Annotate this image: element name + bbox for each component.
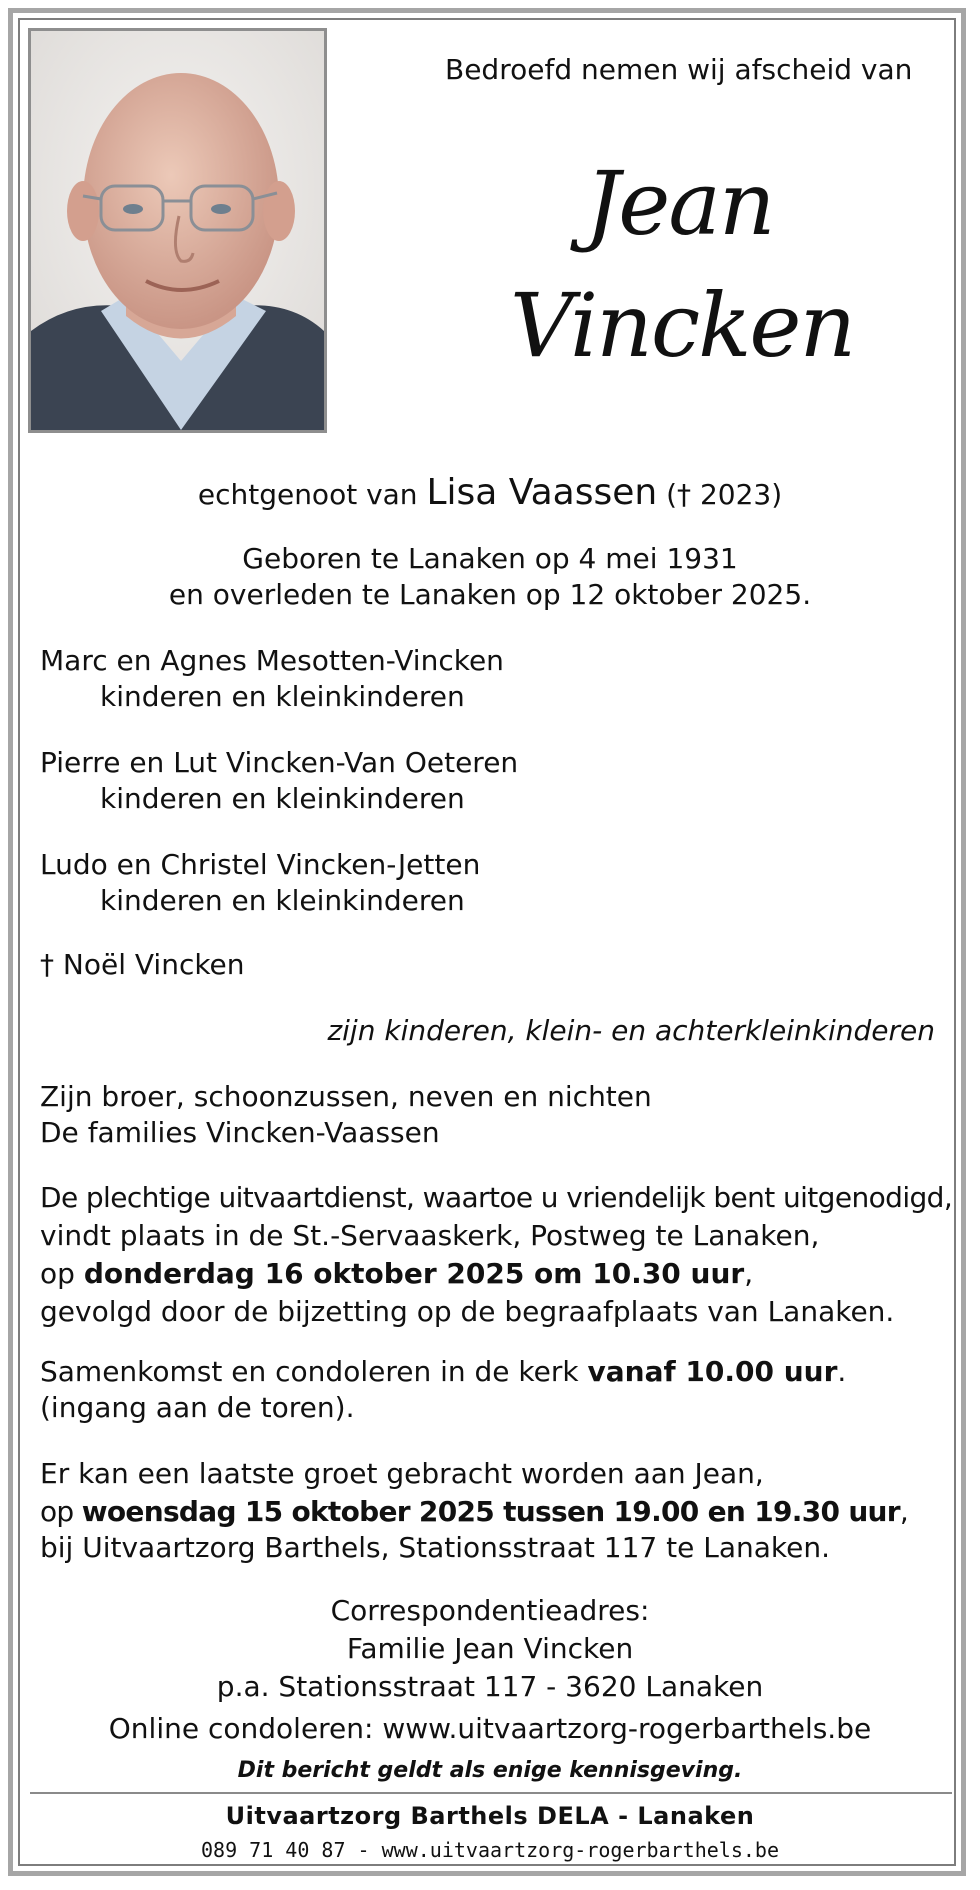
farewell-suffix: , bbox=[899, 1495, 909, 1528]
farewell-line-3: bij Uitvaartzorg Barthels, Stationsstraat 117 te Lanaken. bbox=[40, 1531, 830, 1564]
correspondence-address: p.a. Stationsstraat 117 - 3620 Lanaken bbox=[216, 1670, 764, 1703]
disclaimer: Dit bericht geldt als enige kennisgeving. bbox=[237, 1758, 743, 1783]
family-sub-2: kinderen en kleinkinderen bbox=[100, 782, 465, 815]
gathering-suffix: . bbox=[837, 1355, 847, 1388]
farewell-line-2 bbox=[40, 1494, 908, 1530]
relatives-line-1: Zijn broer, schoonzussen, neven en nichten bbox=[40, 1080, 652, 1113]
service-line-4: gevolgd door de bijzetting op de begraafplaats van Lanaken. bbox=[40, 1295, 895, 1328]
online-condolences: Online condoleren: www.uitvaartzorg-rogerbarthels.be bbox=[108, 1712, 872, 1745]
spouse-name: Lisa Vaassen bbox=[426, 472, 658, 513]
service-line-2: vindt plaats in de St.-Servaaskerk, Postweg te Lanaken, bbox=[40, 1219, 820, 1252]
farewell-prefix: op bbox=[40, 1495, 82, 1528]
correspondence-label: Correspondentieadres: bbox=[330, 1594, 650, 1627]
family-name-1: Marc en Agnes Mesotten-Vincken bbox=[40, 644, 504, 677]
family-name-3: Ludo en Christel Vincken-Jetten bbox=[40, 848, 481, 881]
service-prefix: op bbox=[40, 1257, 84, 1290]
relatives-line-2: De families Vincken-Vaassen bbox=[40, 1116, 440, 1149]
gathering-prefix: Samenkomst en condoleren in de kerk bbox=[40, 1355, 588, 1388]
died-line: en overleden te Lanaken op 12 oktober 2025. bbox=[168, 578, 812, 611]
service-suffix: , bbox=[744, 1257, 754, 1290]
family-sub-1: kinderen en kleinkinderen bbox=[100, 680, 465, 713]
service-line-3 bbox=[40, 1256, 753, 1292]
gathering-line-1 bbox=[40, 1354, 846, 1390]
spouse-line bbox=[30, 472, 950, 513]
last-name: Vincken bbox=[510, 274, 855, 377]
footer-divider bbox=[30, 1792, 952, 1794]
footer-company: Uitvaartzorg Barthels DELA - Lanaken bbox=[225, 1802, 755, 1830]
farewell-line-1: Er kan een laatste groet gebracht worden aan Jean, bbox=[40, 1457, 764, 1490]
family-name-2: Pierre en Lut Vincken-Van Oeteren bbox=[40, 746, 519, 779]
farewell-datetime: woensdag 15 oktober 2025 tussen 19.00 en 19.30 uur bbox=[81, 1495, 900, 1528]
intro-text: Bedroefd nemen wij afscheid van bbox=[445, 53, 913, 86]
spouse-prefix: echtgenoot van bbox=[197, 478, 418, 511]
gathering-time: vanaf 10.00 uur bbox=[587, 1355, 838, 1388]
footer-contact: 089 71 40 87 - www.uitvaartzorg-rogerbarthels.be bbox=[201, 1838, 779, 1862]
gathering-line-2: (ingang aan de toren). bbox=[40, 1391, 355, 1424]
spouse-death: († 2023) bbox=[666, 478, 783, 511]
family-sub-3: kinderen en kleinkinderen bbox=[100, 884, 465, 917]
portrait-photo bbox=[28, 28, 327, 433]
correspondence-name: Familie Jean Vincken bbox=[346, 1632, 634, 1665]
deceased-child: † Noël Vincken bbox=[40, 948, 245, 981]
born-line: Geboren te Lanaken op 4 mei 1931 bbox=[242, 542, 738, 575]
service-datetime: donderdag 16 oktober 2025 om 10.30 uur bbox=[83, 1257, 745, 1290]
first-name: Jean bbox=[585, 152, 774, 255]
service-line-1: De plechtige uitvaartdienst, waartoe u vriendelijk bent uitgenodigd, bbox=[40, 1181, 953, 1214]
grandchildren-line: zijn kinderen, klein- en achterkleinkinderen bbox=[327, 1014, 935, 1047]
